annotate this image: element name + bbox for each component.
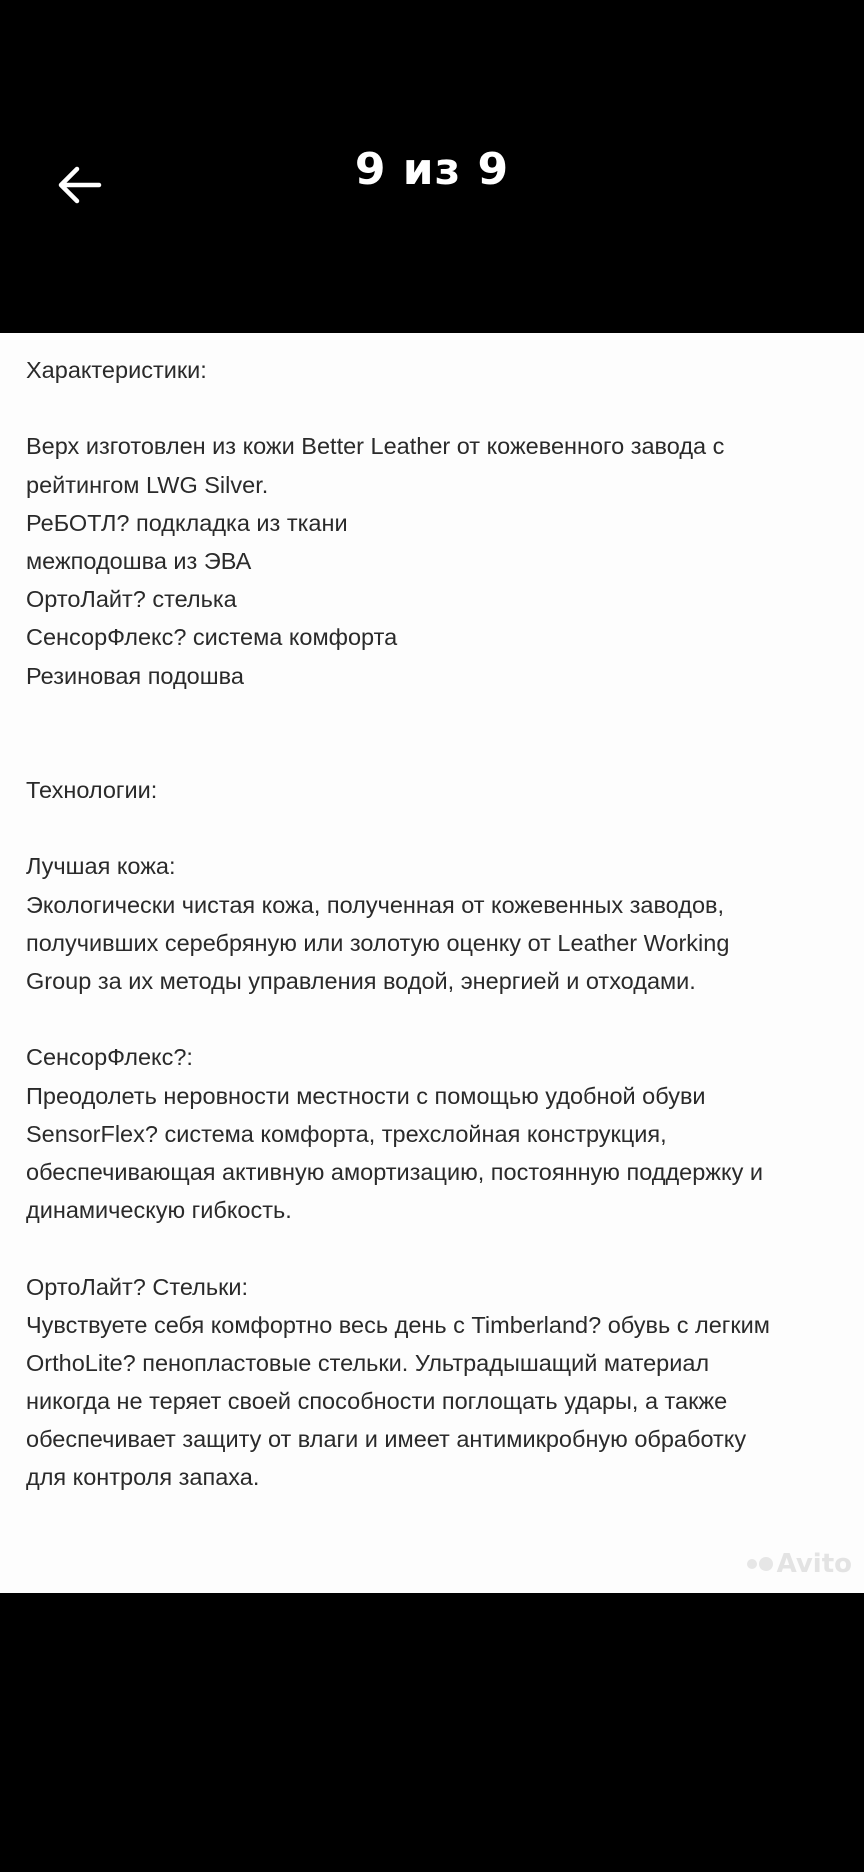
description-text bbox=[26, 351, 860, 1497]
text-line: динамическую гибкость. bbox=[26, 1197, 292, 1224]
text-line: получивших серебряную или золотую оценку от Leather Working bbox=[26, 929, 730, 956]
avito-watermark bbox=[747, 1549, 852, 1579]
text-line: Чувствуете себя комфортно весь день с Timberland? обувь с легким bbox=[26, 1311, 770, 1338]
text-line: ОртоЛайт? Стельки: bbox=[26, 1273, 249, 1300]
text-line: никогда не теряет своей способности поглощать удары, а также bbox=[26, 1388, 728, 1415]
text-line: Резиновая подошва bbox=[26, 662, 244, 689]
blank-line bbox=[26, 695, 860, 733]
text-line: OrthoLite? пенопластовые стельки. Ультрадышащий материал bbox=[26, 1349, 710, 1376]
text-line: Характеристики: bbox=[26, 357, 207, 383]
text-line: обеспечивает защиту от влаги и имеет антимикробную обработку bbox=[26, 1426, 747, 1453]
text-line: РеБОТЛ? подкладка из ткани bbox=[26, 509, 348, 536]
product-photo[interactable] bbox=[0, 333, 864, 1593]
text-line: Group за их методы управления водой, энергией и отходами. bbox=[26, 968, 696, 994]
text-line: межподошва из ЭВА bbox=[26, 547, 252, 574]
blank-line bbox=[26, 1229, 860, 1267]
watermark-text: Avito bbox=[776, 1549, 852, 1579]
blank-line bbox=[26, 1000, 860, 1038]
text-line: Экологически чистая кожа, полученная от кожевенных заводов, bbox=[26, 891, 725, 918]
text-line: обеспечивающая активную амортизацию, постоянную поддержку и bbox=[26, 1158, 763, 1185]
text-line: SensorFlex? система комфорта, трехслойная конструкция, bbox=[26, 1120, 667, 1147]
top-bar bbox=[0, 0, 864, 333]
blank-line bbox=[26, 733, 860, 771]
text-line: ОртоЛайт? стелька bbox=[26, 586, 237, 613]
text-line: СенсорФлекс?: bbox=[26, 1044, 193, 1071]
text-line: Технологии: bbox=[26, 777, 158, 804]
bottom-bar bbox=[0, 1593, 864, 1872]
image-counter: 9 из 9 bbox=[354, 144, 510, 195]
text-line: Верх изготовлен из кожи Better Leather от кожевенного завода с bbox=[26, 433, 725, 460]
blank-line bbox=[26, 389, 860, 427]
text-line: для контроля запаха. bbox=[26, 1464, 260, 1491]
text-line: Лучшая кожа: bbox=[26, 853, 176, 880]
text-line: СенсорФлекс? система комфорта bbox=[26, 624, 398, 651]
blank-line bbox=[26, 809, 860, 847]
avito-logo-icon bbox=[747, 1557, 773, 1571]
text-line: Преодолеть неровности местности с помощью удобной обуви bbox=[26, 1082, 706, 1109]
text-line: рейтингом LWG Silver. bbox=[26, 471, 269, 498]
